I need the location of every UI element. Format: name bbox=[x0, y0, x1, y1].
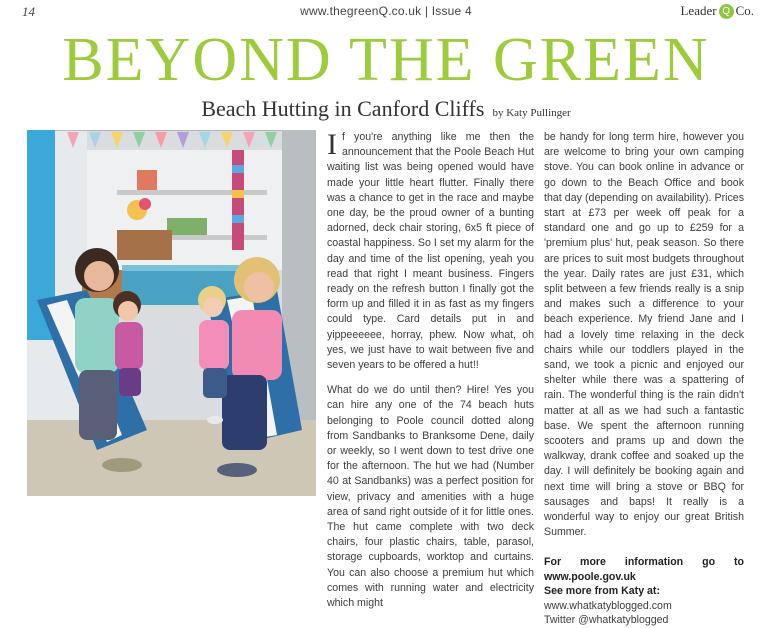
logo-mark-icon: Q bbox=[719, 4, 734, 19]
info-line-katy: See more from Katy at: bbox=[544, 585, 660, 598]
page-number: 14 bbox=[22, 4, 35, 19]
info-line-website: For more information go to www.poole.gov.uk bbox=[544, 556, 744, 583]
article-title: Beach Hutting in Canford Cliffs bbox=[201, 96, 485, 121]
paragraph-2-start: What do we do until then? Hire! Yes you can hire any one of the 74 beach huts belonging to Poole council dotted along from Sandbanks to Branksome Dene, daily or weekly, so I went down to test drive one for the afternoon. The hut we had (Number 40 at Sandbanks) was a perfect position for view, privacy and amenities with a huge area of sand right outside of it for little ones. The hut came complete with two deck chairs, four plastic chairs, table, parasol, storage cupboards, worktop and curtains. You can also choose a premium hut which comes with running water and electricity which might bbox=[327, 384, 534, 610]
publisher-logo bbox=[680, 3, 754, 19]
page-header bbox=[0, 0, 772, 22]
paragraph-2-continued: be handy for long term hire, however you are welcome to bring your own camping stove. You can book online in advance or go down to the Beach Office and book that day (depending on availability). Prices start at £73 per week off peak for a standard one and go up to £259 for a 'premium plus' hut, peak season. So there are prices to suit most budgets throughout the year. Daily rates are just £31, which split between a few friends really is a snip and makes such a difference to your beach experience. My friend Jane and I had a lovely time relaxing in the deck chairs while our toddlers played in the sand, we took a picnic and enjoyed our shelter while there was a spattering of rain. The wonderful thing is the rain didn't matter at all as we had such a fantastic base. We spent the afternoon running scooters and prams up and down the walkway, drank coffee and soaked up the day. I will definitely be booking again and next time will bring a stove or BBQ for sausages and baps! It really is a wonderful way to enjoy our great British Summer. bbox=[544, 131, 744, 539]
drop-cap: I bbox=[327, 128, 337, 161]
byline: by Katy Pullinger bbox=[492, 107, 571, 119]
photo-illustration bbox=[27, 130, 316, 496]
logo-text-right: Co. bbox=[735, 3, 754, 18]
issue-line: www.thegreenQ.co.uk | Issue 4 bbox=[300, 4, 472, 18]
contact-info bbox=[544, 555, 744, 627]
beach-hut-photo bbox=[27, 130, 316, 496]
article-column-1 bbox=[327, 130, 534, 611]
headline: BEYOND THE GREEN bbox=[62, 26, 710, 94]
paragraph-1: f you're anything like me then the announcement that the Poole Beach Hut waiting list was being opened would have made your little heart flutter. Finally there was a chance to get in the race and maybe one day, be the proud owner of a bunting adorned, deck chair storing, 6x5 ft piece of coastal happiness. So I set my alarm for the day and time of the list opening, yeah you read that right I meant business. Fingers ready on the refresh button I finally got the form up and filled it in as fast as my fingers could type. Card details put in and yippeeeeee, horray, phew. Now what, oh yes, we just have to wait between five and seven years to be offered a hut!! bbox=[327, 131, 534, 372]
twitter-handle[interactable]: Twitter @whatkatyblogged bbox=[544, 614, 669, 627]
blog-link[interactable]: www.whatkatyblogged.com bbox=[544, 599, 672, 612]
article-column-2 bbox=[544, 130, 744, 628]
logo-text-left: Leader bbox=[680, 3, 717, 18]
article-subtitle bbox=[0, 96, 772, 122]
